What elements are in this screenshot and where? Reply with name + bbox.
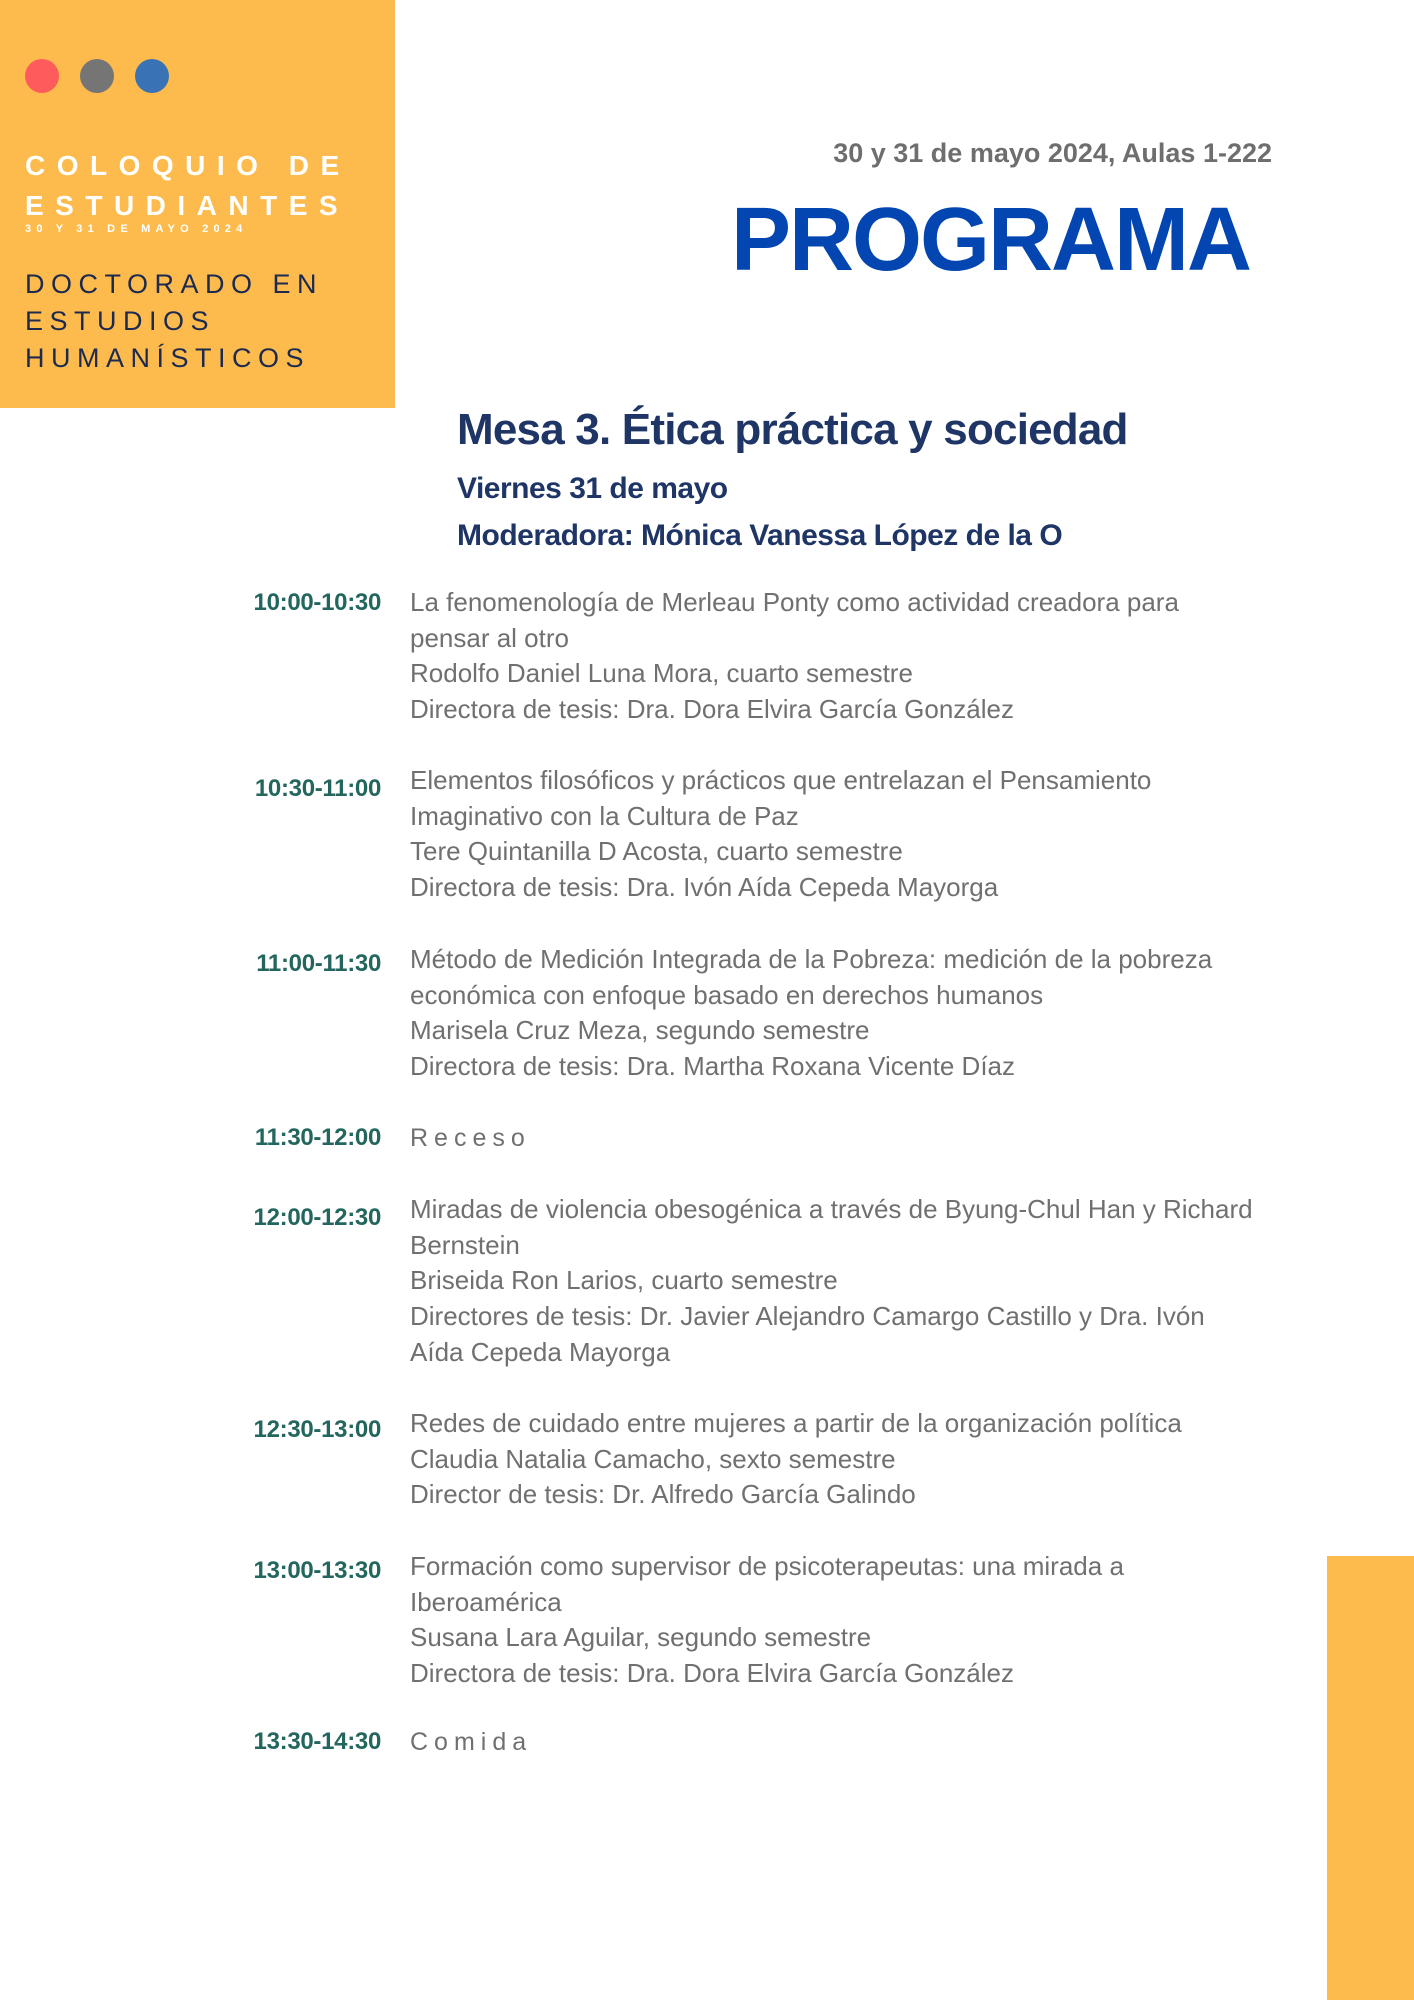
schedule-details xyxy=(410,1406,1330,1513)
accent-bar xyxy=(1327,1556,1414,2000)
schedule-time: 11:00-11:30 xyxy=(256,950,381,977)
event-date: 30 y 31 de mayo 2024, Aulas 1-222 xyxy=(833,138,1272,168)
schedule-detail-line: Marisela Cruz Meza, segundo semestre xyxy=(410,1015,870,1046)
schedule-time: 13:00-13:30 xyxy=(253,1557,381,1584)
page-title: PROGRAMA xyxy=(731,190,1250,290)
schedule-details xyxy=(410,585,1330,728)
schedule-detail-line: Directora de tesis: Dra. Dora Elvira García González xyxy=(410,694,1014,725)
schedule-detail-line: Tere Quintanilla D Acosta, cuarto semestre xyxy=(410,836,903,867)
schedule-details xyxy=(410,1120,1330,1156)
schedule-details xyxy=(410,763,1330,906)
schedule-detail-line: económica con enfoque basado en derechos humanos xyxy=(410,979,1044,1010)
schedule-details xyxy=(410,1549,1330,1692)
coloquio-date: 30 Y 31 DE MAYO 2024 xyxy=(25,223,248,235)
schedule-detail-line: Rodolfo Daniel Luna Mora, cuarto semestre xyxy=(410,658,913,689)
schedule-time: 13:30-14:30 xyxy=(253,1728,381,1755)
schedule-detail-line: Iberoamérica xyxy=(410,1586,562,1617)
schedule-detail-line: Directores de tesis: Dr. Javier Alejandro Camargo Castillo y Dra. Ivón xyxy=(410,1301,1205,1332)
break-label: Comida xyxy=(410,1728,533,1756)
mesa-title: Mesa 3. Ética práctica y sociedad xyxy=(457,405,1128,454)
break-label: Receso xyxy=(410,1124,531,1152)
schedule-details xyxy=(410,1192,1330,1371)
schedule-details xyxy=(410,1724,1330,1760)
schedule-detail-line: Claudia Natalia Camacho, sexto semestre xyxy=(410,1443,896,1474)
schedule-details xyxy=(410,942,1330,1085)
mesa-day: Viernes 31 de mayo xyxy=(457,472,728,505)
schedule-detail-line: Método de Medición Integrada de la Pobreza: medición de la pobreza xyxy=(410,944,1213,974)
coloquio-line-2: ESTUDIANTES xyxy=(25,190,350,221)
schedule-detail-line: Directora de tesis: Dra. Martha Roxana Vicente Díaz xyxy=(410,1051,1016,1082)
schedule-time: 10:30-11:00 xyxy=(254,775,381,802)
schedule-detail-line: pensar al otro xyxy=(410,622,569,653)
schedule-detail-line: Susana Lara Aguilar, segundo semestre xyxy=(410,1622,872,1653)
schedule-detail-line: Aída Cepeda Mayorga xyxy=(410,1336,671,1367)
coloquio-line-1: COLOQUIO DE xyxy=(25,150,351,181)
schedule-detail-line: Briseida Ron Larios, cuarto semestre xyxy=(410,1265,838,1296)
schedule-detail-line: La fenomenología de Merleau Ponty como actividad creadora para xyxy=(410,587,1179,617)
schedule-detail-line: Elementos filosóficos y prácticos que entrelazan el Pensamiento xyxy=(410,765,1152,795)
mesa-moderator: Moderadora: Mónica Vanessa López de la O xyxy=(457,519,1063,552)
program-line-1: DOCTORADO EN xyxy=(25,269,324,299)
schedule-detail-line: Imaginativo con la Cultura de Paz xyxy=(410,800,799,831)
schedule-detail-line: Directora de tesis: Dra. Dora Elvira García González xyxy=(410,1658,1014,1689)
schedule-detail-line: Miradas de violencia obesogénica a través de Byung-Chul Han y Richard xyxy=(410,1194,1253,1224)
schedule-detail-line: Directora de tesis: Dra. Ivón Aída Cepeda Mayorga xyxy=(410,872,999,903)
schedule-detail-line: Formación como supervisor de psicoterapeutas: una mirada a xyxy=(410,1551,1124,1581)
schedule-time: 10:00-10:30 xyxy=(253,589,381,616)
schedule-time: 12:30-13:00 xyxy=(253,1416,381,1443)
schedule-time: 12:00-12:30 xyxy=(253,1204,381,1231)
schedule-detail-line: Bernstein xyxy=(410,1229,520,1260)
program-line-2: ESTUDIOS xyxy=(25,306,216,336)
schedule-detail-line: Redes de cuidado entre mujeres a partir de la organización política xyxy=(410,1408,1182,1438)
schedule-time: 11:30-12:00 xyxy=(254,1124,381,1151)
program-line-3: HUMANÍSTICOS xyxy=(25,343,311,373)
schedule-detail-line: Director de tesis: Dr. Alfredo García Galindo xyxy=(410,1479,916,1510)
